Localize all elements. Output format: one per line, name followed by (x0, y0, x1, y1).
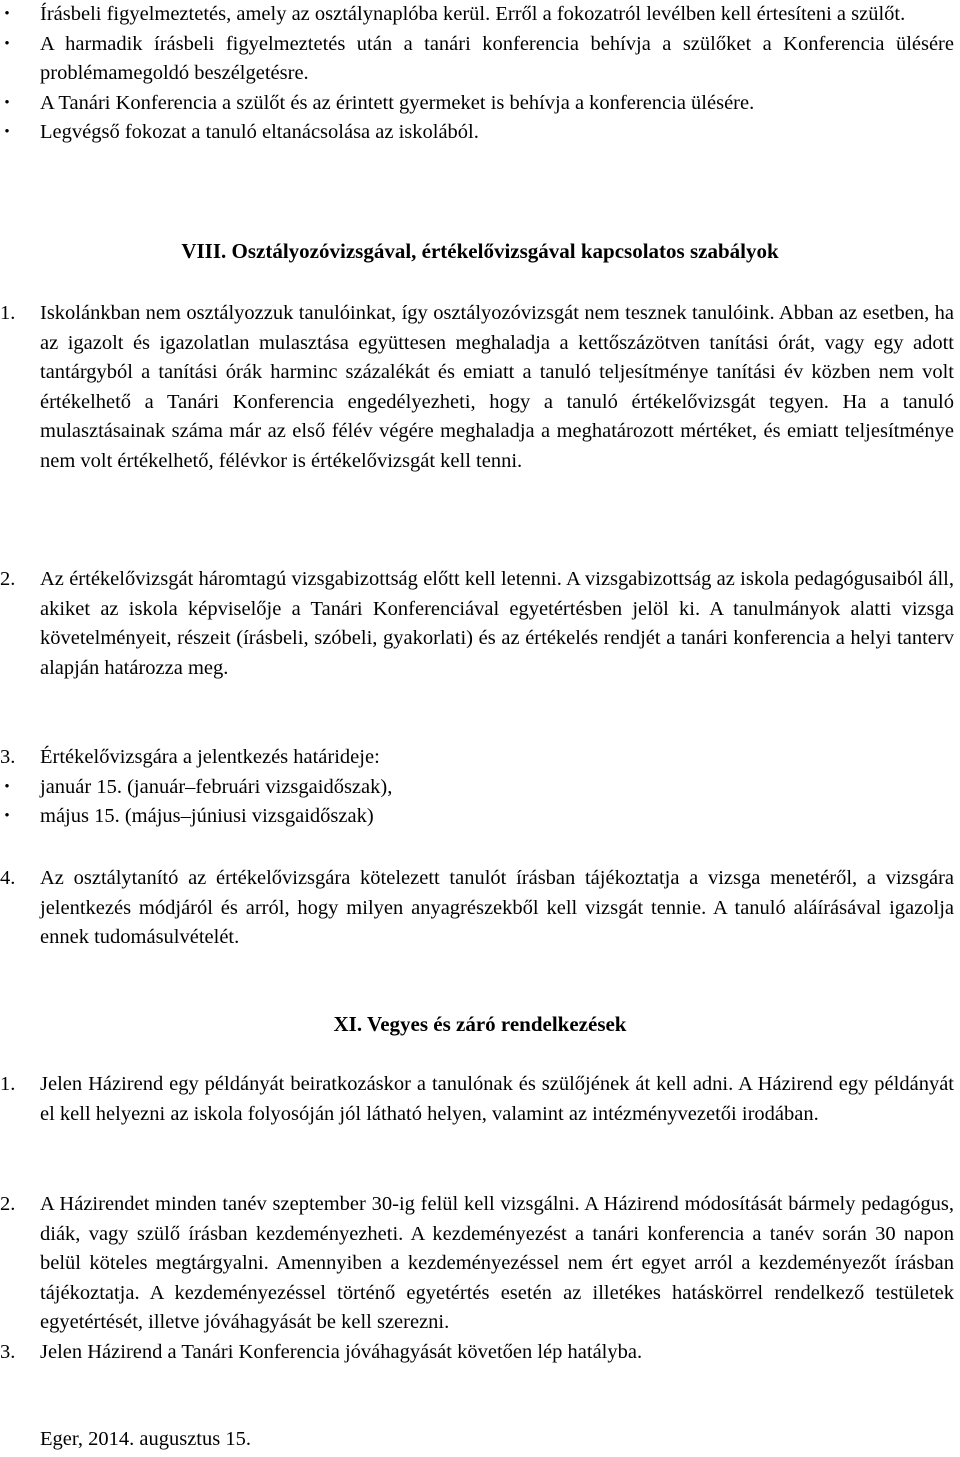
item-number: 2. (0, 568, 16, 590)
bullet-icon: • (4, 94, 10, 111)
item-text: Jelen Házirend egy példányát beiratkozáskor a tanulónak és szülőjének át kell adni. A Házirend egy példányát el kell helyezni az iskola folyosóján jól látható helyen, valamint az intézményvezetői irodában. (40, 1073, 954, 1125)
section-11-item-1 (0, 1070, 960, 1129)
list-item (0, 30, 960, 89)
list-item-text: május 15. (május–júniusi vizsgaidőszak) (40, 805, 374, 828)
item-number: 2. (0, 1193, 16, 1215)
item-text: Az értékelővizsgát háromtagú vizsgabizottság előtt kell letenni. A vizsgabizottság az iskola pedagógusaiból áll, akiket az iskola képviselője a Tanári Konferenciával egyetértésben jelöl ki. A tanulmányok alatti vizsga követelményeit, részeit (írásbeli, szóbeli, gyakorlati) és az értékelés rendjét a tanári konferencia a helyi tanterv alapján határozza meg. (40, 568, 954, 679)
bullet-icon: • (4, 35, 10, 52)
item-number: 1. (0, 302, 16, 324)
section-8-heading: VIII. Osztályozóvizsgával, értékelővizsgával kapcsolatos szabályok (181, 239, 779, 263)
item-text: Értékelővizsgára a jelentkezés határideje: (40, 746, 380, 768)
list-item-text: január 15. (január–februári vizsgaidőszak), (40, 775, 393, 798)
section-8-item-2 (0, 565, 960, 683)
bullet-icon: • (4, 778, 10, 795)
place-date: Eger, 2014. augusztus 15. (40, 1428, 251, 1450)
section-8-item-3 (0, 743, 960, 832)
list-item (0, 89, 960, 119)
bullet-icon: • (4, 124, 10, 141)
section-8-item-4 (0, 864, 960, 953)
item-text: Az osztálytanító az értékelővizsgára kötelezett tanulót írásban tájékoztatja a vizsga menetéről, a vizsgára jelentkezés módjáról és arról, hogy milyen anyagrészekből kell vizsgát tennie. A tanuló aláírásával igazolja ennek tudomásulvételét. (40, 867, 954, 949)
list-item (0, 0, 960, 30)
item-number: 4. (0, 867, 16, 889)
item-number: 3. (0, 746, 16, 768)
item-text: Jelen Házirend a Tanári Konferencia jóváhagyását követően lép hatályba. (40, 1340, 643, 1363)
list-item-text: Írásbeli figyelmeztetés, amely az osztálynaplóba kerül. Erről a fokozatról levélben kell értesíteni a szülőt. (40, 3, 906, 25)
list-item-text: A Tanári Konferencia a szülőt és az érintett gyermeket is behívja a konferencia ülésére. (40, 91, 755, 114)
list-item (0, 773, 960, 803)
item-text: A Házirendet minden tanév szeptember 30-ig felül kell vizsgálni. A Házirend módosítását bármely pedagógus, diák, vagy szülő írásban kezdeményezheti. A kezdeményezést a tanári konferencia a tanév során 30 napon belül köteles megtárgyalni. Amennyiben a kezdeményezéssel nem ért egyet arról a kezdeményezőt írásban tájékoztatja. A kezdeményezéssel történő egyetértés esetén az illetékes hatáskörrel rendelkező testületek egyetértését, illetve jóváhagyását be kell szerezni. (40, 1193, 954, 1334)
list-item-text: Legvégső fokozat a tanuló eltanácsolása az iskolából. (40, 121, 479, 144)
item-number: 3. (0, 1340, 16, 1363)
section-8-item-1 (0, 299, 960, 477)
bullet-icon: • (4, 6, 10, 22)
item-text: Iskolánkban nem osztályozzuk tanulóinkat, így osztályozóvizsgát nem tesznek tanulóink. Abban az esetben, ha az igazolt és igazolatlan mulasztása együttesen meghaladja a kettőszázötven tanítási órát, vagy egy adott tantárgyból a tanítási órák harminc százalékát és emiatt a tanuló teljesítménye tanítási év közben nem volt értékelhető a Tanári Konferencia engedélyezheti, hogy a tanuló értékelővizsgát tegyen. Ha a tanuló mulasztásainak száma már az első félév végére meghaladja a meghatározott mértéket, és emiatt teljesítménye nem volt értékelhető, félévkor is értékelővizsgát kell tenni. (40, 302, 954, 472)
item-number: 1. (0, 1073, 16, 1095)
list-item (0, 118, 960, 148)
section-11-item-2 (0, 1190, 960, 1368)
section-11-heading: XI. Vegyes és záró rendelkezések (333, 1012, 627, 1036)
list-item (0, 802, 960, 832)
bullet-icon: • (4, 808, 10, 825)
sanction-bullet-list (0, 0, 960, 148)
list-item-text: A harmadik írásbeli figyelmeztetés után a tanári konferencia behívja a szülőket a Konferencia ülésére problémamegoldó beszélgetésre. (40, 32, 954, 85)
